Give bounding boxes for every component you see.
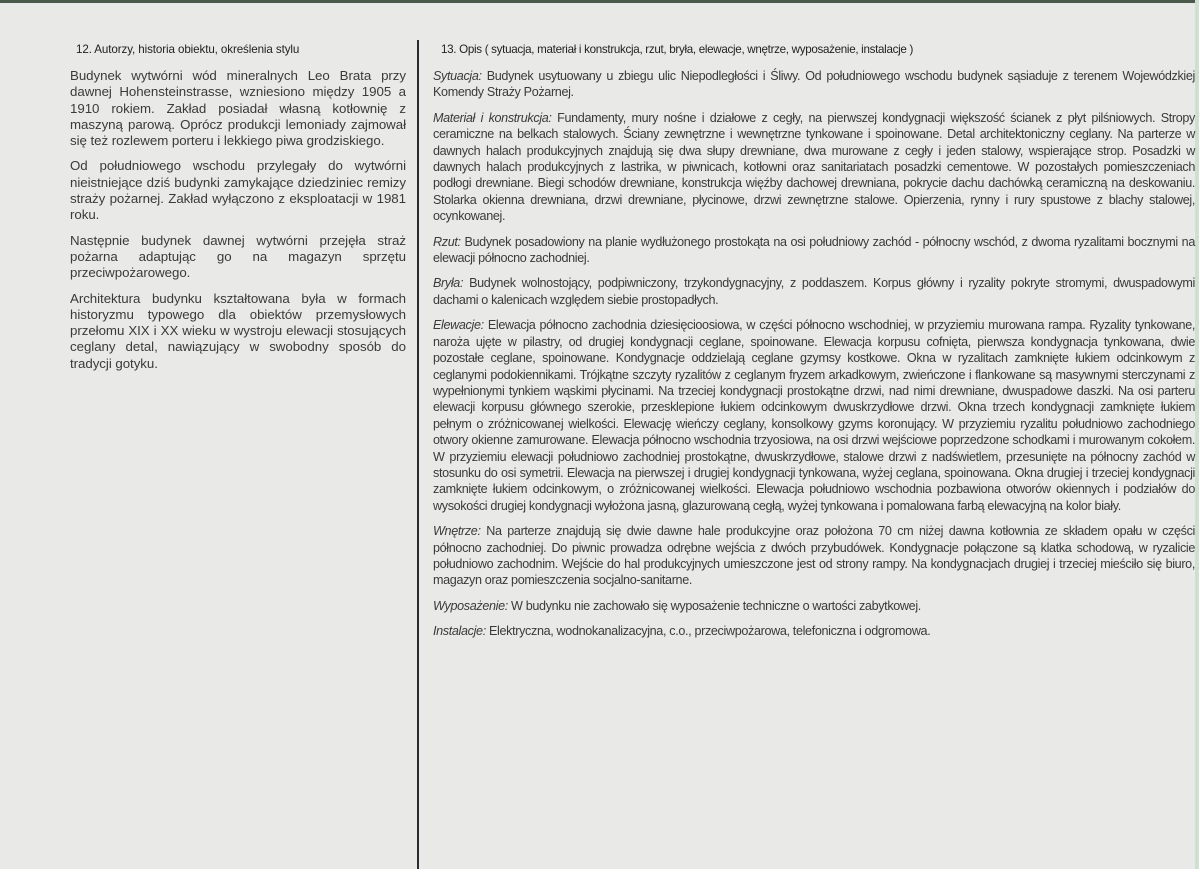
label: Bryła:	[433, 276, 464, 291]
description-material	[433, 110, 1195, 225]
label: Rzut:	[433, 234, 461, 249]
column-divider	[417, 40, 419, 869]
description-installations	[433, 623, 1195, 639]
history-paragraph: Od południowego wschodu przylegały do wytwórni nieistniejące dziś budynki zamykające dziedziniec remizy straży pożarnej. Zakład wyłączono z eksploatacji w 1981 roku.	[70, 158, 406, 223]
history-paragraph: Następnie budynek dawnej wytwórni przejęła straż pożarna adaptując go na magazyn sprzętu przeciwpożarowego.	[70, 232, 406, 281]
description-section	[433, 43, 1195, 649]
scan-right-edge	[1195, 0, 1199, 869]
text: Budynek posadowiony na planie wydłużonego prostokąta na osi południowy zachód - północny wschód, z dwoma ryzalitami bocznymi na elewacji północno zachodniej.	[433, 234, 1195, 266]
description-situation	[433, 68, 1195, 101]
label: Instalacje:	[433, 624, 486, 639]
description-interior	[433, 523, 1195, 589]
description-elevations	[433, 317, 1195, 514]
text: Fundamenty, mury nośne i działowe z cegły, na pierwszej kondygnacji większość ścianek z płyt pilśniowych. Stropy ceramiczne na belkach stalowych. Ściany zewnętrzne i wewnętrzne tynkowane i spoinowane. Detal architektoniczny ceglany. Na parterze w dawnych halach produkcyjnych znajdują się dwa słupy drewniane, dwa murowane z cegły i jeden stalowy, wspierające strop. Posadzki w dawnych halach produkcyjnych z lastrika, w piwnicach, kotłowni oraz sanitariatach posadzki cementowe. W pozostałych pomieszczeniach podłogi drewniane. Biegi schodów drewniane, konstrukcja więźby dachowej drewniana, pokrycie dachu dachówką ceramiczną na deskowaniu. Stolarka okienna drewniana, drzwi drewniane, płycinowe, drzwi zewnętrzne stalowe. Opierzenia, rynny i rury spustowe z blachy stalowej, ocynkowanej.	[433, 110, 1195, 224]
text: Budynek usytuowany u zbiegu ulic Niepodległości i Śliwy. Od południowego wschodu budynek sąsiaduje z terenem Wojewódzkiej Komendy Straży Pożarnej.	[433, 69, 1195, 100]
description-form	[433, 275, 1195, 308]
label: Wnętrze:	[433, 524, 481, 539]
section-heading-12: 12. Autorzy, historia obiektu, określenia stylu	[76, 43, 300, 56]
text: Elewacja północno zachodnia dziesięcioosiowa, w części północno wschodniej, w przyziemiu murowana rampa. Ryzality tynkowane, naroża ujęte w pilastry, od drugiej kondygnacji ceglane, spoinowane. Elewacja korpusu cofnięta, pierwsza kondygnacja tynkowana, dwie pozostałe ceglane, spoinowane. Kondygnacje oddzielają ceglane gzymsy kostkowe. Okna w ryzalitach zamknięte łukiem odcinkowym z ceglanymi podokiennikami. Trójkątne szczyty ryzalitów z ceglanym fryzem arkadkowym, zwieńczone i flankowane są masywnymi sterczynami z wypełnionymi tynkiem wąskimi płycinami. Na trzeciej kondygnacji prostokątne drzwi, nad nimi drewniane, dwuspadowe daszki. Na osi parteru elewacji korpusu głównego szerokie, przesklepione łukiem odcinkowym dwuskrzydłowe drzwi. Okna trzech kondygnacji zamknięte łukiem pełnym o zróżnicowanej wielkości. Elewację wieńczy ceglany, konsolkowy gzyms koronujący. W przyziemiu ryzalitu południowo zachodniego otwory okienne zamurowane. Elewacja północno wschodnia trzyosiowa, na osi drzwi wejściowe poprzedzone schodkami i murowanym cokołem. W przyziemiu elewacji południowo zachodniej prostokątne, dwuskrzydłowe, stalowe drzwi z nadświetlem, przesunięte na północny zachód w stosunku do osi symetrii. Elewacja na pierwszej i drugiej kondygnacji tynkowana, wyżej ceglana, spoinowana. Okna drugiej i trzeciej kondygnacji zamknięte łukiem odcinkowym, o zróżnicowanej wielkości. Elewacja południowo wschodnia pozbawiona otworów okiennych i podziałów do wysokości drugiej kondygnacji wyłożona jasną, glazurowaną cegłą, wyżej tynkowana i pomalowana farbą elewacyjną na kolor biały.	[433, 318, 1195, 513]
description-plan	[433, 234, 1195, 267]
history-section	[70, 43, 406, 381]
text: Elektryczna, wodnokanalizacyjna, c.o., przeciwpożarowa, telefoniczna i odgromowa.	[485, 624, 931, 639]
label: Materiał i konstrukcja:	[433, 110, 552, 125]
text: Budynek wolnostojący, podpiwniczony, trzykondygnacyjny, z poddaszem. Korpus główny i ryzality pokryte stromymi, dwuspadowymi dachami o kalenicach względem siebie prostopadłych.	[433, 276, 1195, 307]
label: Wyposażenie:	[433, 598, 508, 613]
history-paragraph: Architektura budynku kształtowana była w formach historyzmu typowego dla obiektów przemysłowych przełomu XIX i XX wieku w wystroju elewacji stosujących ceglany detal, nawiązujący w swobodny sposób do tradycji gotyku.	[70, 290, 406, 371]
text: W budynku nie zachowało się wyposażenie techniczne o wartości zabytkowej.	[507, 598, 921, 613]
description-equipment	[433, 598, 1195, 614]
scan-top-edge	[0, 0, 1199, 3]
label: Elewacje:	[433, 318, 484, 333]
label: Sytuacja:	[433, 69, 482, 83]
section-heading-13: 13. Opis ( sytuacja, materiał i konstrukcja, rzut, bryła, elewacje, wnętrze, wyposażenie, instalacje )	[441, 43, 914, 56]
text: Na parterze znajdują się dwie dawne hale produkcyjne oraz położona 70 cm niżej dawna kotłownia ze składem opału w części północno zachodniej. Do piwnic prowadza odrębne wejścia z dwóch przybudówek. Kondygnacje połączone są klatka schodową, w ryzalicie południowo zachodnim. Wejście do hal produkcyjnych umieszczone jest od strony rampy. Na kondygnacjach drugiej i trzeciej mieściło się biuro, magazyn oraz pomieszczenia socjalno-sanitarne.	[433, 524, 1195, 588]
history-paragraph: Budynek wytwórni wód mineralnych Leo Brata przy dawnej Hohensteinstrasse, wzniesiono między 1905 a 1910 rokiem. Zakład posiadał własną kotłownię z maszyną parową. Oprócz produkcji lemoniady zajmował się też rozlewem porteru i lekkiego piwa grodziskiego.	[70, 68, 406, 149]
